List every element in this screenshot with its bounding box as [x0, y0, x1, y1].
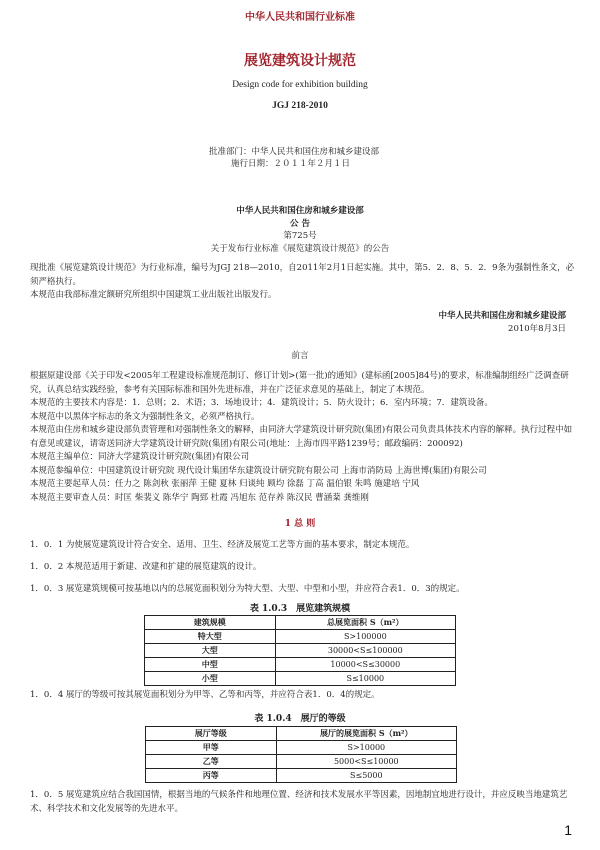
- approval-department: 批准部门：中华人民共和国住房和城乡建设部: [209, 147, 380, 157]
- table-cell: 30000<S≤100000: [275, 644, 455, 658]
- table-cell: 小型: [145, 672, 276, 686]
- table-cell: 甲等: [146, 741, 277, 755]
- effective-date: 施行日期：２０１１年２月１日: [231, 159, 351, 169]
- table-row: [145, 658, 456, 672]
- table-row: [145, 644, 456, 658]
- preface-paragraph: 本规范参编单位：中国建筑设计研究院 现代设计集团华东建筑设计研究院有限公司 上海市消防局 上海世博(集团)有限公司: [30, 465, 487, 476]
- table-cell: S>10000: [276, 741, 456, 755]
- chapter-title: 1 总 则: [284, 519, 316, 529]
- document-title: 展览建筑设计规范: [244, 53, 356, 69]
- clause-1-0-3: 1．0．3 展览建筑规模可按基地以内的总展览面积划分为特大型、大型、中型和小型，并应符合表1．0．3的规定。: [30, 584, 465, 594]
- standard-code: JGJ 218-2010: [272, 101, 328, 111]
- clause-1-0-2: 1．0．2 本规范适用于新建、改建和扩建的展览建筑的设计。: [30, 562, 262, 572]
- preface-paragraph: 本规范主要起草人员：任力之 陈剑秋 张丽萍 王健 夏林 归谈纯 顾均 徐磊 丁高 温伯银 朱鸣 施建培 宁风: [30, 479, 420, 489]
- table-row: [145, 630, 456, 644]
- announcement-type: 公 告: [290, 219, 310, 229]
- preface-paragraph: 本规范的主要技术内容是：1．总则；2．术语；3．场地设计；4．建筑设计；5．防火设计；6．室内环境；7．建筑设备。: [30, 398, 493, 408]
- announcement-number: 第725号: [283, 231, 317, 241]
- preface-paragraph: 本规范主要审查人员：时匡 柴裴义 陈华宁 陶郅 杜霞 冯旭东 范存养 陈汉民 曹涵棻 龚维刚: [30, 492, 369, 503]
- preface-title: 前言: [291, 351, 309, 361]
- table-1-0-3-caption: 表 1.0.3 展览建筑规模: [249, 604, 351, 614]
- table-header-cell: 展厅等级: [146, 727, 277, 741]
- table-header-cell: 展厅的展览面积 S（m²）: [276, 727, 456, 741]
- announcement-date: 2010年8月3日: [508, 324, 566, 334]
- table-cell: 乙等: [146, 755, 277, 769]
- clause-1-0-4: 1．0．4 展厅的等级可按其展览面积划分为甲等、乙等和丙等，并应符合表1．0．4的规定。: [30, 690, 380, 700]
- announcement-body: [30, 262, 575, 303]
- table-cell: 丙等: [146, 769, 277, 783]
- preface-body: [30, 370, 575, 505]
- table-cell: 特大型: [145, 630, 276, 644]
- preface-paragraph: 根据原建设部《关于印发<2005年工程建设标准规范制订、修订计划>(第一批)的通知》(建标函[2005]84号)的要求，标准编制组经广泛调查研究，认真总结实践经验，参考有关国际标准和国外先进标准，并在广泛征求意见的基础上，制定了本规范。: [30, 371, 569, 395]
- table-cell: S≤10000: [275, 672, 455, 686]
- table-cell: 10000<S≤30000: [275, 658, 455, 672]
- table-row: [145, 672, 456, 686]
- table-row: [146, 769, 457, 783]
- clause-1-0-1: 1．0．1 为使展览建筑设计符合安全、适用、卫生、经济及展览工艺等方面的基本要求，制定本规范。: [30, 540, 415, 550]
- table-header-cell: 总展览面积 S（m²）: [275, 616, 455, 630]
- announcement-paragraph: 现批准《展览建筑设计规范》为行业标准，编号为JGJ 218—2010，自2011年2月1日起实施。其中，第5．2．8、5．2．9条为强制性条文，必须严格执行。: [30, 263, 575, 287]
- table-cell: 5000<S≤10000: [276, 755, 456, 769]
- announcement-paragraph: 本规范由我部标准定额研究所组织中国建筑工业出版社出版发行。: [30, 290, 277, 300]
- table-1-0-4: [145, 726, 457, 783]
- table-cell: S>100000: [275, 630, 455, 644]
- announcement-issuer: 中华人民共和国住房和城乡建设部: [236, 206, 364, 216]
- table-header-row: [146, 727, 457, 741]
- preface-paragraph: 本规范由住房和城乡建设部负责管理和对强制性条文的解释，由同济大学建筑设计研究院(集团)有限公司负责具体技术内容的解释。执行过程中如有意见或建议，请寄送同济大学建筑设计研究院(集团)有限公司(地址：上海市四平路1239号；邮政编码：200092): [30, 425, 573, 449]
- table-cell: S≤5000: [276, 769, 456, 783]
- clause-1-0-5: 1．0．5 展览建筑应结合我国国情，根据当地的气候条件和地理位置、经济和技术发展水平等因素，因地制宜地进行设计，并应反映当地建筑艺术、科学技术和文化发展等的先进水平。: [30, 790, 568, 814]
- preface-paragraph: 本规范主编单位：同济大学建筑设计研究院(集团)有限公司: [30, 452, 250, 462]
- announcement-subject: 关于发布行业标准《展览建筑设计规范》的公告: [210, 244, 390, 254]
- table-cell: 中型: [145, 658, 276, 672]
- english-title: Design code for exhibition building: [232, 80, 368, 90]
- table-row: [146, 755, 457, 769]
- page-number: 1: [564, 822, 572, 838]
- table-1-0-4-caption: 表 1.0.4 展厅的等级: [254, 714, 346, 724]
- announcement-signature: 中华人民共和国住房和城乡建设部: [438, 311, 566, 321]
- table-cell: 大型: [145, 644, 276, 658]
- standard-category: 中华人民共和国行业标准: [245, 12, 355, 23]
- preface-paragraph: 本规范中以黑体字标志的条文为强制性条文，必须严格执行。: [30, 411, 260, 422]
- table-row: [146, 741, 457, 755]
- table-header-cell: 建筑规模: [145, 616, 276, 630]
- table-header-row: [145, 616, 456, 630]
- table-1-0-3: [144, 615, 456, 686]
